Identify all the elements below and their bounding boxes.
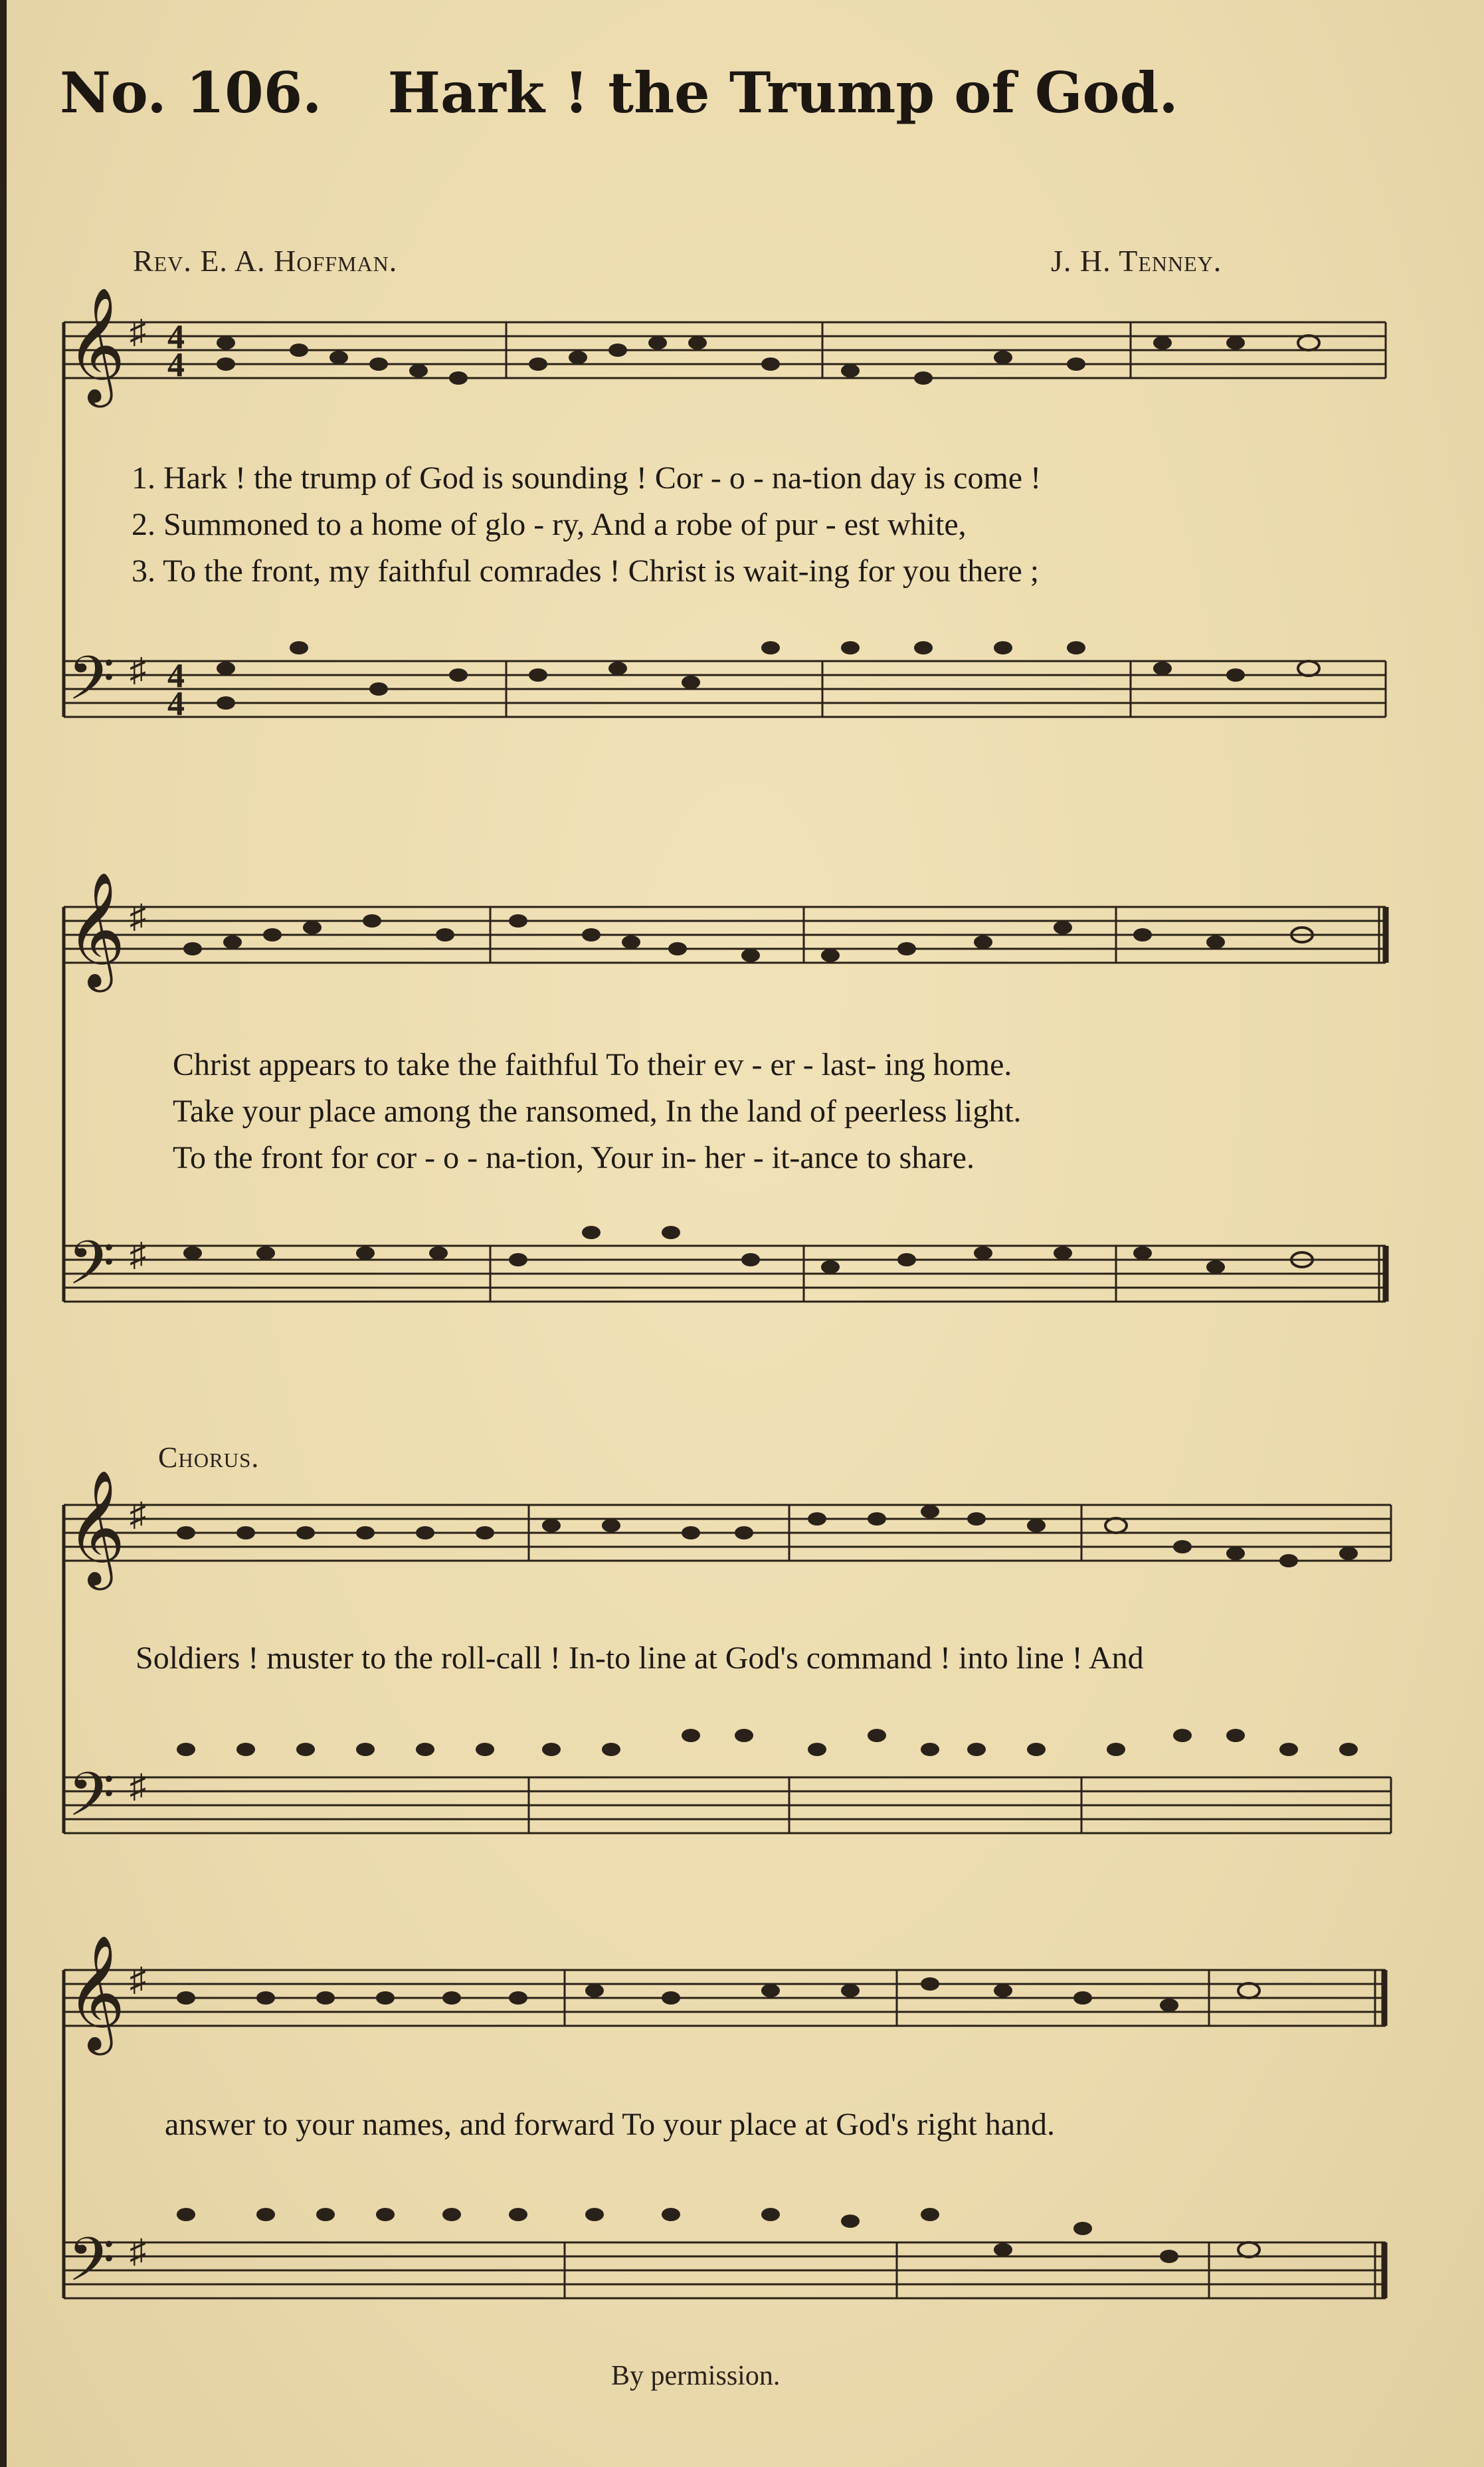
treble-notes xyxy=(177,1505,1358,1567)
verse-line-2-cont: Take your place among the ransomed, In the land of peerless light. xyxy=(173,1094,1022,1129)
bass-notes xyxy=(177,1729,1358,1756)
key-signature-icon: ♯ xyxy=(130,2232,146,2270)
chorus-line-1: Soldiers ! muster to the roll-call ! In-to line at God's command ! into line ! And xyxy=(136,1640,1144,1676)
verse-line-1-cont: Christ appears to take the faithful To their ev - er - last- ing home. xyxy=(173,1047,1012,1082)
key-signature-icon: ♯ xyxy=(130,1496,146,1533)
hymn-title-line xyxy=(60,60,1388,126)
time-signature: 4 xyxy=(167,685,185,723)
author-credit: Rev. E. A. Hoffman. xyxy=(133,244,398,278)
bass-clef-icon: 𝄢 xyxy=(68,2224,115,2310)
bass-clef-icon: 𝄢 xyxy=(68,1759,115,1844)
key-signature-icon: ♯ xyxy=(130,1961,146,1998)
bass-notes xyxy=(177,2208,1259,2263)
hymn-title: Hark ! the Trump of God. xyxy=(387,60,1178,126)
time-signature: 4 xyxy=(167,657,185,695)
composer-credit: J. H. Tenney. xyxy=(1051,244,1222,278)
treble-clef-icon: 𝄞 xyxy=(66,1470,126,1585)
key-signature-icon: ♯ xyxy=(130,651,146,688)
bass-notes xyxy=(183,1226,1313,1274)
verse-line-3-cont: To the front for cor - o - na-tion, Your in- her - it-ance to share. xyxy=(173,1140,974,1175)
bass-clef-icon: 𝄢 xyxy=(68,1228,115,1313)
treble-clef-icon: 𝄞 xyxy=(66,1935,126,2050)
key-signature-icon: ♯ xyxy=(130,313,146,350)
key-signature-icon: ♯ xyxy=(130,898,146,935)
bass-clef-icon: 𝄢 xyxy=(68,643,115,728)
treble-notes xyxy=(177,1977,1259,2012)
chorus-line-2: answer to your names, and forward To your place at God's right hand. xyxy=(165,2107,1056,2142)
treble-clef-icon: 𝄞 xyxy=(66,872,126,987)
verse-line-1: 1. Hark ! the trump of God is sounding ! Cor - o - na-tion day is come ! xyxy=(132,460,1042,496)
chorus-label: Chorus. xyxy=(158,1441,260,1474)
verse-line-2: 2. Summoned to a home of glo - ry, And a robe of pur - est white, xyxy=(132,507,967,542)
verse-line-3: 3. To the front, my faithful comrades ! Christ is wait-ing for you there ; xyxy=(132,553,1040,589)
footer-permission: By permission. xyxy=(611,2361,781,2391)
key-signature-icon: ♯ xyxy=(130,1767,146,1805)
time-signature: 4 xyxy=(167,318,185,356)
key-signature-icon: ♯ xyxy=(130,1236,146,1273)
hymn-number: No. 106. xyxy=(60,60,322,126)
time-signature: 4 xyxy=(167,346,185,384)
treble-clef-icon: 𝄞 xyxy=(66,287,126,403)
